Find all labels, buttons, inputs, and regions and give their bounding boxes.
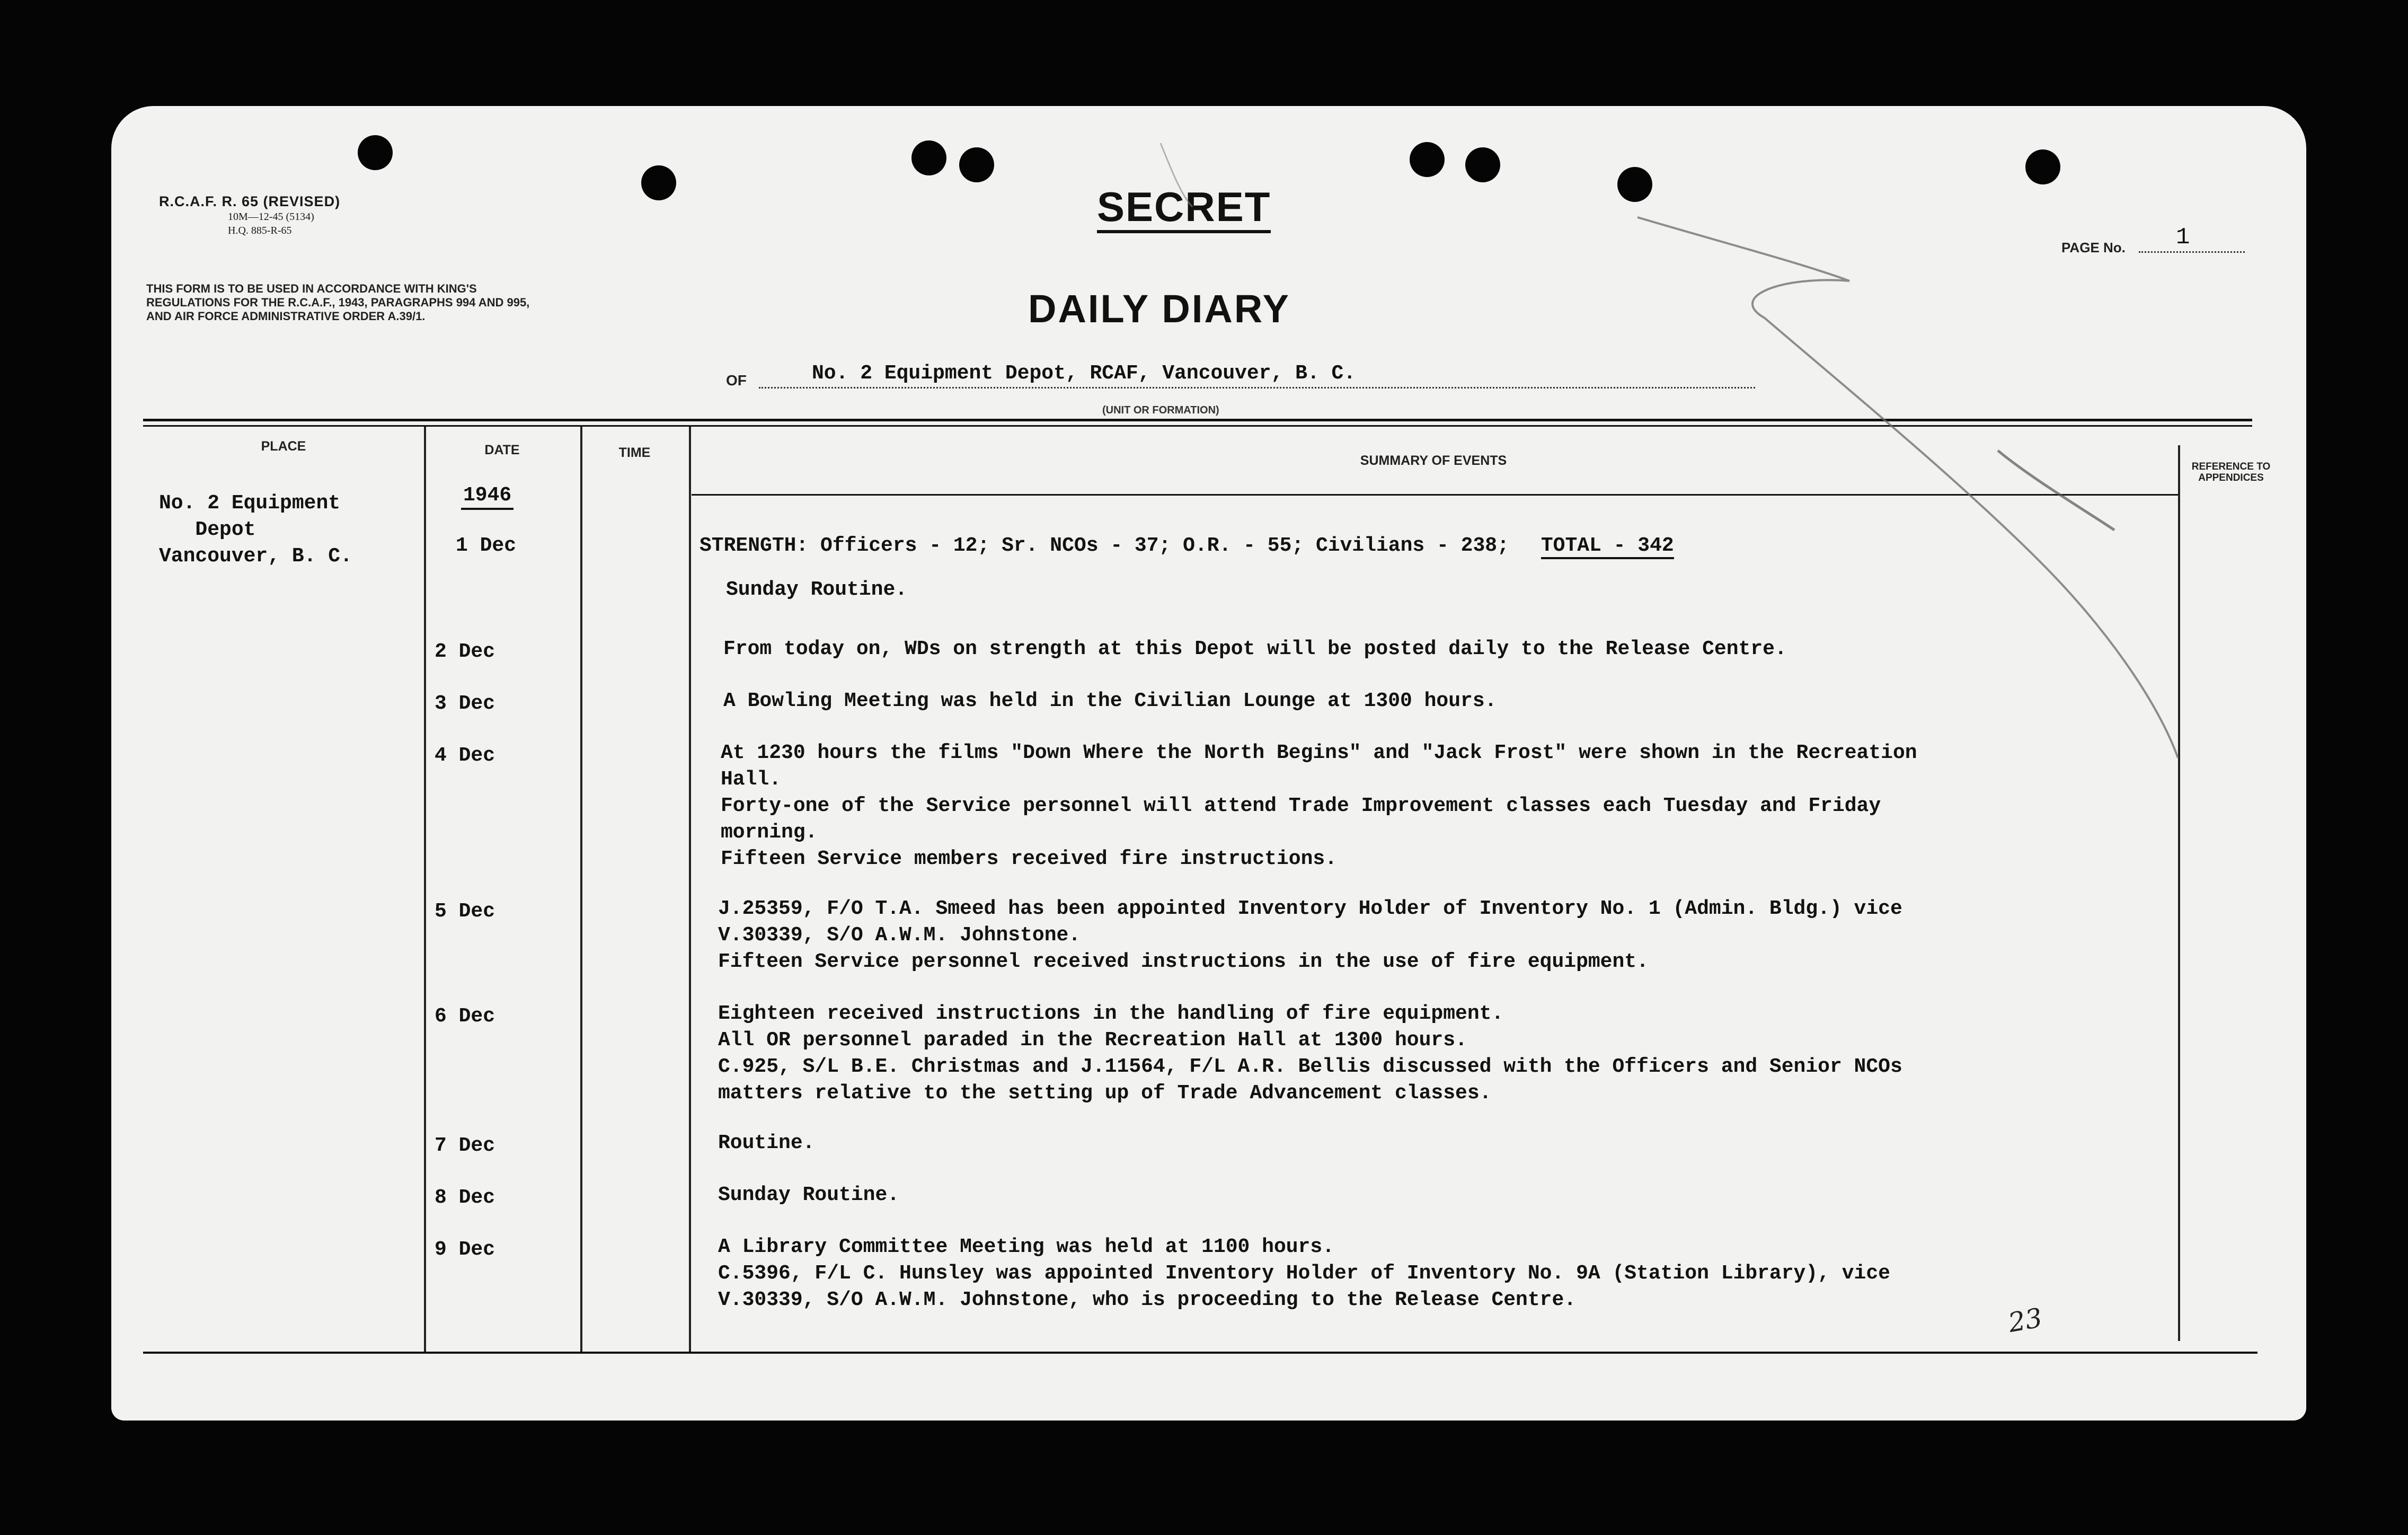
entry-line: Hall. (721, 768, 782, 791)
table-top-rule-inner (143, 425, 2252, 427)
unit-caption: (UNIT OR FORMATION) (1102, 404, 1219, 416)
column-header-summary: SUMMARY OF EVENTS (1360, 453, 1507, 468)
entry-date: 5 Dec (435, 900, 495, 923)
entry-date: 2 Dec (435, 640, 495, 663)
binder-hole (1617, 167, 1652, 202)
entry-summary (718, 1130, 815, 1157)
form-identifier (159, 193, 340, 237)
entry-line: C.5396, F/L C. Hunsley was appointed Inventory Holder of Inventory No. 9A (Station Library), vice (718, 1262, 1890, 1285)
binder-hole (358, 135, 393, 170)
column-header-place: PLACE (261, 439, 306, 454)
place-value: No. 2 Equipment Depot Vancouver, B. C. (159, 492, 352, 568)
page-number: 1 (2139, 224, 2245, 253)
entry-summary (723, 688, 1497, 714)
hq-code: H.Q. 885-R-65 (228, 225, 292, 236)
entry-line: matters relative to the setting up of Trade Advancement classes. (718, 1082, 1492, 1105)
divider-place-date (424, 427, 426, 1352)
entry-summary (718, 1182, 899, 1208)
print-code: 10M—12-45 (5134) (228, 211, 314, 223)
entry-date: 6 Dec (435, 1005, 495, 1028)
entry-line: Sunday Routine. (726, 578, 908, 601)
binder-hole (959, 147, 994, 182)
binder-hole (1410, 142, 1445, 177)
page-label: PAGE No. (2061, 240, 2126, 255)
entry-line: At 1230 hours the films "Down Where the North Begins" and "Jack Frost" were shown in the Recreation (721, 742, 1917, 764)
entry-summary (718, 1234, 1890, 1313)
entry-line: A Bowling Meeting was held in the Civilian Lounge at 1300 hours. (723, 690, 1497, 712)
divider-summary-ref (2178, 445, 2180, 1341)
entry-line: Fifteen Service members received fire instructions. (721, 848, 1337, 870)
strength-total: TOTAL - 342 (1541, 534, 1674, 559)
binder-hole (1465, 147, 1500, 182)
column-header-reference: REFERENCE TO APPENDICES (2191, 461, 2271, 483)
entry-line: J.25359, F/O T.A. Smeed has been appointed Inventory Holder of Inventory No. 1 (Admin. Bldg.) vice (718, 897, 1902, 920)
page-title: DAILY DIARY (1028, 287, 1290, 331)
divider-time-summary (689, 427, 691, 1352)
column-header-date: DATE (484, 443, 520, 457)
entry-date: 3 Dec (435, 692, 495, 715)
table-bottom-rule (143, 1352, 2258, 1354)
entry-summary (726, 577, 907, 603)
binder-hole (641, 165, 676, 200)
entry-line: V.30339, S/O A.W.M. Johnstone. (718, 924, 1081, 947)
form-instructions: THIS FORM IS TO BE USED IN ACCORDANCE WITH KING'S REGULATIONS FOR THE R.C.A.F., 1943, PARAGRAPHS 994 AND 995, AND AIR FORCE ADMINISTRATIVE ORDER A.39/1. (146, 282, 530, 323)
form-number: R.C.A.F. R. 65 (REVISED) (159, 193, 341, 209)
entry-summary (718, 1001, 1902, 1107)
entry-date: 8 Dec (435, 1186, 495, 1209)
entry-date: 4 Dec (435, 744, 495, 767)
entry-summary (721, 740, 1917, 872)
entry-summary (718, 896, 1902, 975)
entry-line: All OR personnel paraded in the Recreation Hall at 1300 hours. (718, 1029, 1467, 1052)
entry-line: morning. (721, 821, 818, 844)
header-bottom-rule (692, 494, 2178, 496)
diary-card (111, 106, 2306, 1421)
entry-line: Routine. (718, 1132, 815, 1154)
strength-text: STRENGTH: Officers - 12; Sr. NCOs - 37; O.R. - 55; Civilians - 238; (700, 534, 1509, 557)
divider-date-time (580, 427, 582, 1352)
entry-line: Eighteen received instructions in the handling of fire equipment. (718, 1002, 1504, 1025)
table-top-rule (143, 419, 2252, 421)
entry-line: Sunday Routine. (718, 1184, 900, 1206)
entry-summary (723, 636, 1787, 663)
entry-line: A Library Committee Meeting was held at 1100 hours. (718, 1236, 1334, 1258)
entry-line: From today on, WDs on strength at this Depot will be posted daily to the Release Centre. (723, 638, 1787, 660)
binder-hole (911, 140, 946, 175)
entry-line: Forty-one of the Service personnel will attend Trade Improvement classes each Tuesday and Friday (721, 795, 1881, 817)
unit-name: No. 2 Equipment Depot, RCAF, Vancouver, B. C. (759, 360, 1755, 389)
entry-line: V.30339, S/O A.W.M. Johnstone, who is proceeding to the Release Centre. (718, 1289, 1577, 1311)
entry-line: C.925, S/L B.E. Christmas and J.11564, F/L A.R. Bellis discussed with the Officers and Senior NCOs (718, 1055, 1902, 1078)
year-value: 1946 (461, 483, 514, 510)
strength-line (700, 534, 1674, 557)
binder-hole (2025, 149, 2060, 184)
entry-date: 7 Dec (435, 1134, 495, 1157)
entry-date: 1 Dec (456, 534, 517, 557)
of-label: OF (726, 372, 747, 389)
entry-line: Fifteen Service personnel received instructions in the use of fire equipment. (718, 950, 1649, 973)
handwritten-page-mark: 23 (2006, 1302, 2045, 1339)
classification-stamp: SECRET (1097, 186, 1271, 233)
entry-date: 9 Dec (435, 1238, 495, 1261)
column-header-time: TIME (618, 445, 651, 460)
